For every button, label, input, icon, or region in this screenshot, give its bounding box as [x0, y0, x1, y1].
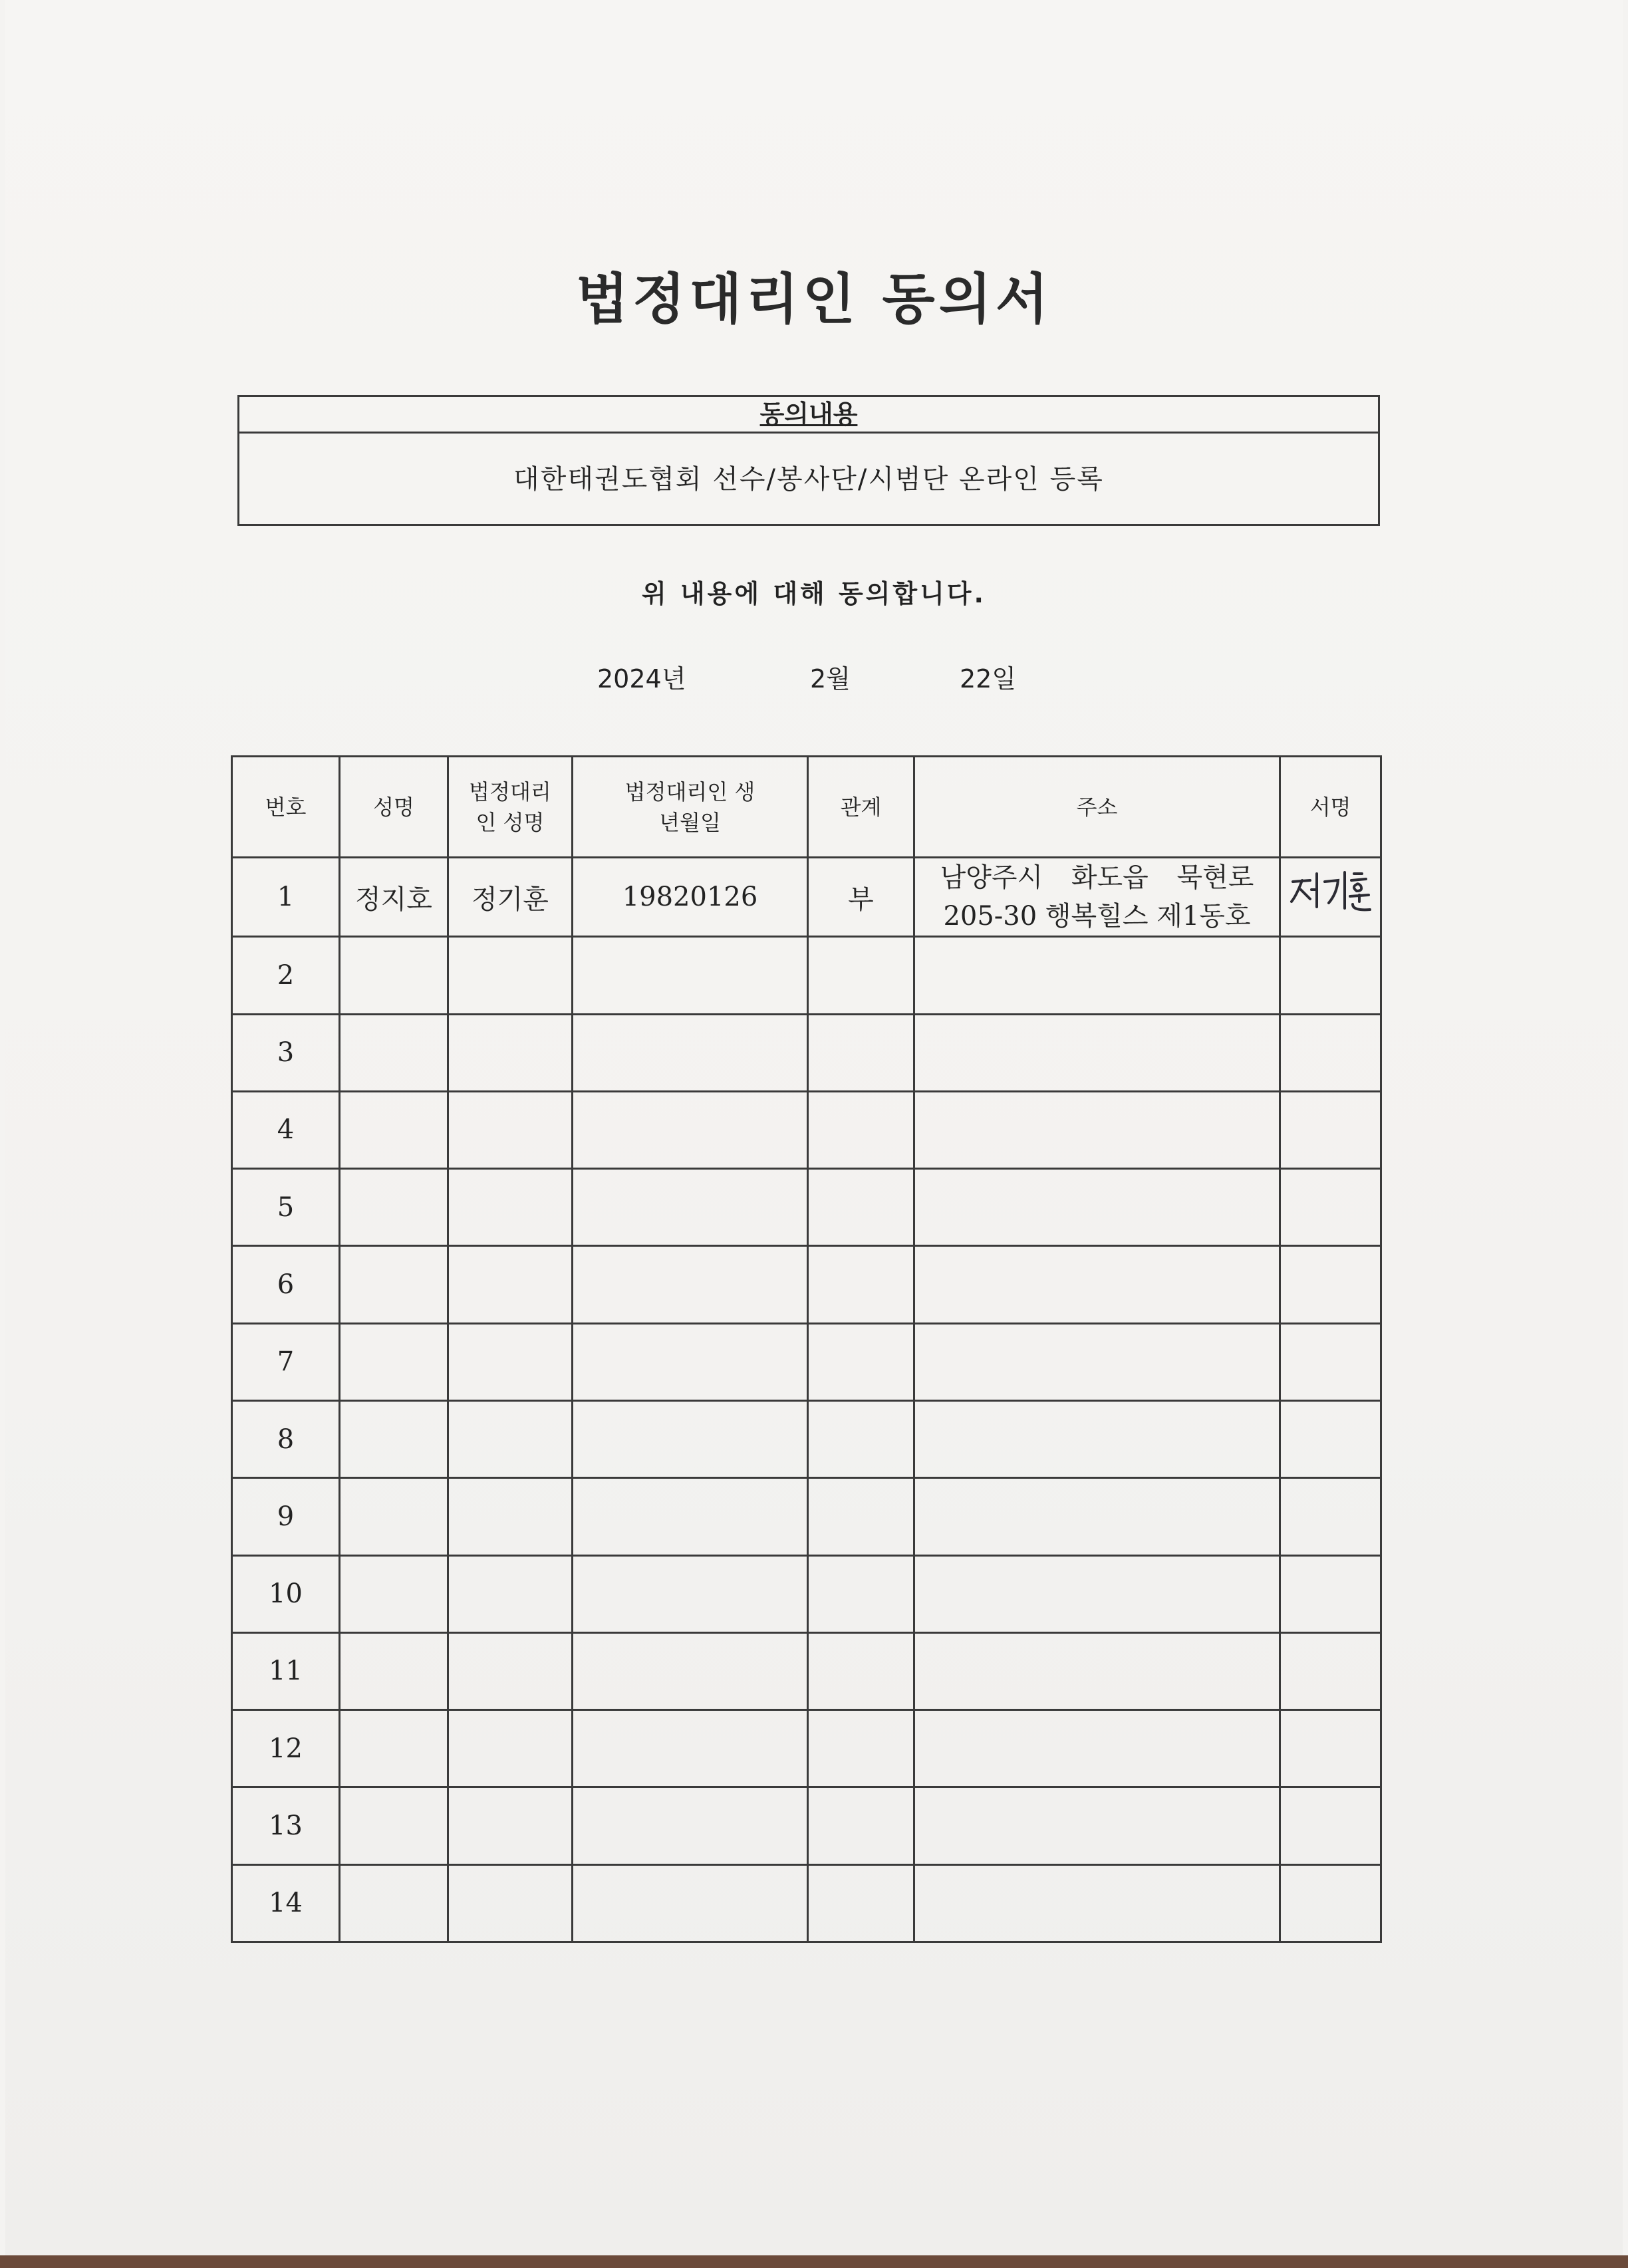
table-header-row	[232, 757, 1381, 858]
header-guardian-birth: 법정대리인 생년월일	[573, 757, 808, 858]
row-no: 5	[232, 1169, 340, 1246]
table-row	[232, 1246, 1381, 1323]
row-no: 1	[232, 858, 340, 937]
consent-box	[237, 395, 1380, 526]
table-row	[232, 1864, 1381, 1942]
row-relation: 부	[808, 858, 914, 937]
table-row	[232, 1169, 1381, 1246]
row-name: 정지호	[340, 858, 448, 937]
header-signature: 서명	[1280, 757, 1381, 858]
row-no: 3	[232, 1014, 340, 1091]
table-row	[232, 1632, 1381, 1709]
table-row	[232, 937, 1381, 1014]
header-no: 번호	[232, 757, 340, 858]
table-row	[232, 1400, 1381, 1477]
row-no: 13	[232, 1787, 340, 1864]
consent-content: 대한태권도협회 선수/봉사단/시범단 온라인 등록	[513, 464, 1104, 495]
row-address-line1: 남양주시 화도읍 묵현로	[940, 862, 1254, 894]
row-no: 10	[232, 1555, 340, 1632]
agreement-statement: 위 내용에 대해 동의합니다.	[642, 579, 986, 608]
date-month: 2월	[810, 664, 851, 693]
row-no: 9	[232, 1478, 340, 1555]
row-no: 12	[232, 1710, 340, 1787]
table-row	[232, 1478, 1381, 1555]
header-guardian-name: 법정대리인 성명	[448, 757, 573, 858]
row-address	[914, 858, 1280, 937]
table-row	[232, 1710, 1381, 1787]
row-signature	[1280, 858, 1381, 937]
consent-header	[239, 397, 1378, 434]
row-no: 4	[232, 1091, 340, 1168]
table-row	[232, 1323, 1381, 1400]
table-row	[232, 1091, 1381, 1168]
row-no: 8	[232, 1400, 340, 1477]
table-row	[232, 1014, 1381, 1091]
row-no: 14	[232, 1864, 340, 1942]
date-year: 2024년	[597, 664, 686, 693]
handwritten-signature	[1288, 867, 1374, 927]
registration-table	[231, 755, 1382, 1943]
row-no: 2	[232, 937, 340, 1014]
row-no: 11	[232, 1632, 340, 1709]
consent-header-label: 동의내용	[759, 400, 858, 429]
desk-edge	[0, 2255, 1628, 2268]
header-address: 주소	[914, 757, 1280, 858]
header-relation: 관계	[808, 757, 914, 858]
table-row	[232, 1555, 1381, 1632]
row-address-line2: 205-30 행복힐스 제1동호	[943, 901, 1251, 932]
table-row	[232, 1787, 1381, 1864]
document-title: 법정대리인 동의서	[575, 268, 1053, 331]
row-guardian-birth: 19820126	[573, 858, 808, 937]
row-guardian-name: 정기훈	[448, 858, 573, 937]
date-day: 22일	[960, 664, 1017, 693]
header-name: 성명	[340, 757, 448, 858]
row-no: 6	[232, 1246, 340, 1323]
row-no: 7	[232, 1323, 340, 1400]
table-row	[232, 858, 1381, 937]
